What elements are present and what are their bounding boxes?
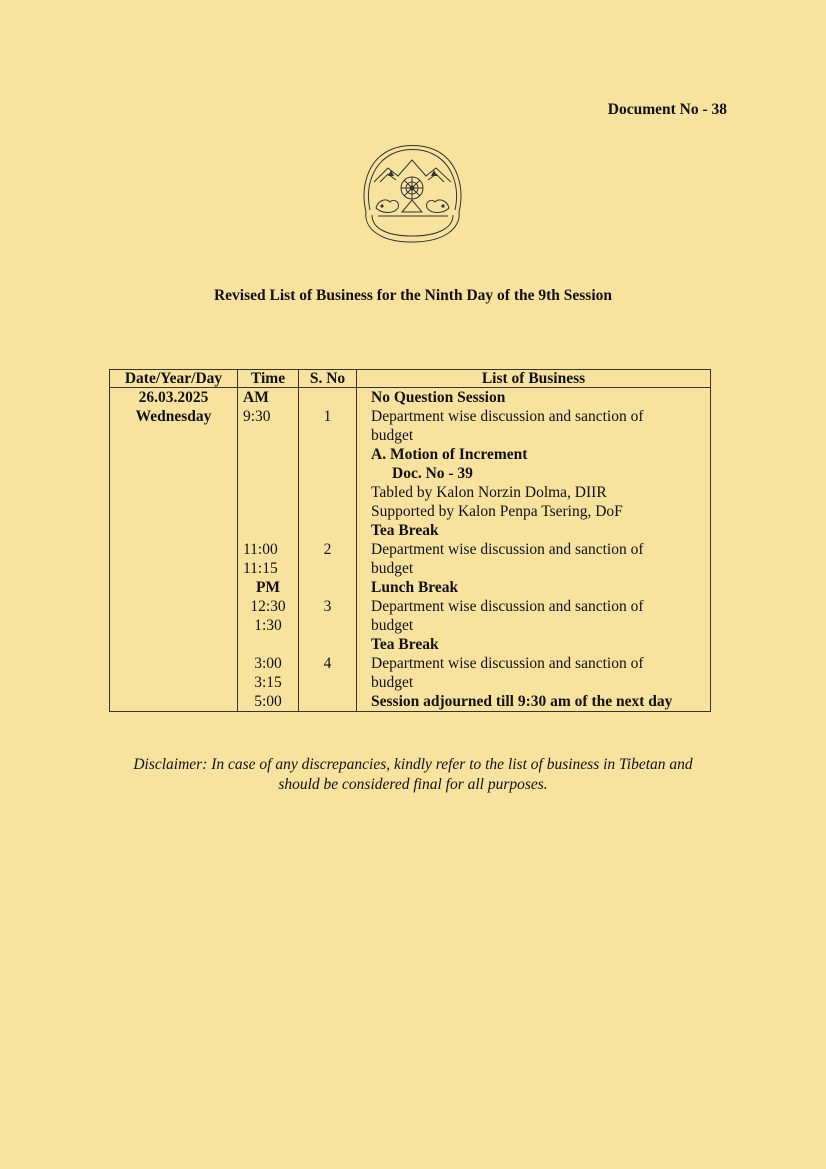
spacer	[238, 502, 298, 521]
list-item: Department wise discussion and sanction of	[371, 408, 644, 425]
list-cell	[357, 388, 711, 712]
spacer	[299, 521, 356, 540]
sno-2: 2	[323, 541, 332, 558]
list-item: budget	[371, 617, 414, 634]
list-item: Tea Break	[371, 636, 439, 653]
time-item-5: 5:00	[254, 693, 282, 710]
time-item-2-start: 11:00	[243, 541, 278, 558]
spacer	[238, 483, 298, 502]
list-item: budget	[371, 674, 414, 691]
session-date: 26.03.2025	[138, 389, 209, 406]
list-item: budget	[371, 427, 414, 444]
time-item-3-start: 12:30	[250, 598, 286, 615]
list-item: Department wise discussion and sanction of	[371, 598, 644, 615]
list-item: Lunch Break	[371, 579, 459, 596]
spacer	[299, 578, 356, 597]
time-item-3-end: 1:30	[254, 617, 282, 634]
spacer	[299, 635, 356, 654]
business-table	[109, 369, 711, 712]
time-item-1: 9:30	[243, 408, 271, 425]
list-item: Department wise discussion and sanction of	[371, 541, 644, 558]
disclaimer-line: Disclaimer: In case of any discrepancies, kindly refer to the list of business in Tibetan and	[133, 756, 693, 773]
spacer	[238, 445, 298, 464]
spacer	[299, 616, 356, 635]
list-item: A. Motion of Increment	[371, 446, 528, 463]
parliament-seal-icon	[358, 142, 467, 245]
pm-label: PM	[255, 579, 281, 596]
list-item: Department wise discussion and sanction of	[371, 655, 644, 672]
table-row	[110, 388, 711, 712]
column-header-sno: S. No	[299, 370, 357, 388]
spacer	[238, 521, 298, 540]
list-item: Session adjourned till 9:30 am of the next day	[371, 693, 673, 710]
spacer	[299, 502, 356, 521]
spacer	[299, 426, 356, 445]
spacer	[238, 426, 298, 445]
page-title: Revised List of Business for the Ninth Day of the 9th Session	[213, 287, 612, 304]
document-number: Document No - 38	[607, 101, 727, 118]
column-header-time: Time	[238, 370, 299, 388]
time-item-4-end: 3:15	[254, 674, 282, 691]
spacer	[299, 445, 356, 464]
disclaimer-line: should be considered final for all purposes.	[278, 776, 548, 793]
spacer	[299, 483, 356, 502]
spacer	[299, 464, 356, 483]
sno-cell	[299, 388, 357, 712]
list-item: Doc. No - 39	[392, 465, 473, 482]
sno-1: 1	[323, 408, 332, 425]
date-cell	[110, 388, 238, 712]
list-item: Tea Break	[371, 522, 439, 539]
sno-3: 3	[323, 598, 332, 615]
spacer	[238, 635, 298, 654]
list-item: Tabled by Kalon Norzin Dolma, DIIR	[371, 484, 607, 501]
spacer	[299, 559, 356, 578]
list-item: budget	[371, 560, 414, 577]
session-day: Wednesday	[135, 408, 212, 425]
column-header-list: List of Business	[357, 370, 711, 388]
time-item-4-start: 3:00	[254, 655, 282, 672]
am-label: AM	[243, 389, 269, 406]
disclaimer	[0, 755, 826, 795]
column-header-date: Date/Year/Day	[110, 370, 238, 388]
time-cell	[238, 388, 299, 712]
sno-4: 4	[323, 655, 332, 672]
list-item: Supported by Kalon Penpa Tsering, DoF	[371, 503, 623, 520]
spacer	[238, 464, 298, 483]
list-item: No Question Session	[371, 389, 506, 406]
table-header-row	[110, 370, 711, 388]
spacer	[299, 388, 356, 407]
time-item-2-end: 11:15	[243, 560, 278, 577]
